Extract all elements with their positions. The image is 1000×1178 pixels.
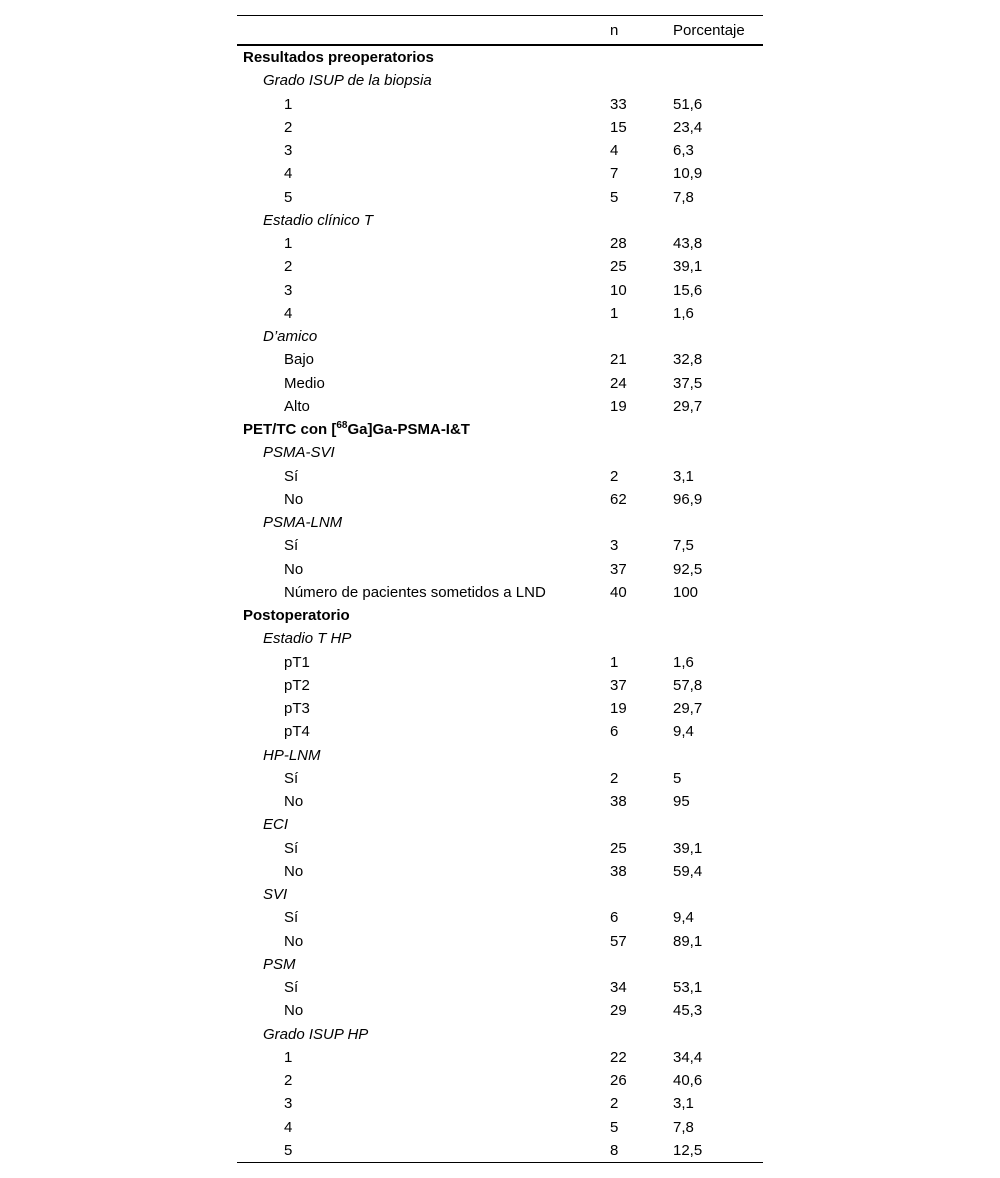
row-n-value: 29 [610,1002,627,1020]
row-n-value: 57 [610,932,627,950]
row-label: 4 [284,1118,293,1136]
row-label: 2 [284,1072,293,1090]
table-row [237,1116,763,1139]
table-row [237,1023,763,1046]
row-n-value: 26 [610,1072,627,1090]
table-row [237,488,763,511]
row-label: Estadio clínico T [263,211,374,229]
row-n-value: 62 [610,490,627,508]
row-n-value: 2 [610,769,619,787]
table-row [237,1046,763,1069]
row-pct-value: 7,8 [673,188,694,206]
table-row [237,348,763,371]
row-pct-value: 40,6 [673,1072,703,1090]
row-n-value: 38 [610,862,627,880]
row-n-value: 38 [610,793,627,811]
table-row [237,651,763,674]
row-pct-value: 3,1 [673,1095,694,1113]
row-n-value: 34 [610,979,627,997]
row-n-value: 10 [610,281,627,299]
table-row [237,209,763,232]
table-row [237,441,763,464]
row-pct-value: 92,5 [673,560,703,578]
row-label: Estadio T HP [263,630,352,648]
table-row [237,976,763,999]
row-pct-value: 39,1 [673,839,703,857]
row-n-value: 19 [610,397,627,415]
table-row [237,372,763,395]
table-row [237,162,763,185]
row-label: 2 [284,118,293,136]
row-label: Grado ISUP de la biopsia [263,72,432,90]
table-row [237,465,763,488]
row-n-value: 15 [610,118,627,136]
row-label: pT1 [284,653,310,671]
row-n-value: 6 [610,909,619,927]
row-pct-value: 45,3 [673,1002,703,1020]
table-row [237,116,763,139]
row-label: PSM [263,955,296,973]
row-pct-value: 89,1 [673,932,703,950]
row-label: pT3 [284,700,310,718]
row-pct-value: 6,3 [673,142,694,160]
row-pct-value: 10,9 [673,165,703,183]
header-n: n [610,21,619,39]
table-row [237,720,763,743]
row-n-value: 21 [610,351,627,369]
row-label: No [284,932,304,950]
row-label: Sí [284,769,299,787]
table-row [237,674,763,697]
row-label: SVI [263,886,288,904]
table-header-row [237,16,763,46]
row-pct-value: 57,8 [673,676,703,694]
row-label: 1 [284,1048,293,1066]
row-pct-value: 96,9 [673,490,703,508]
table-row [237,999,763,1022]
table-row [237,255,763,278]
row-pct-value: 15,6 [673,281,703,299]
row-label: 1 [284,95,293,113]
row-pct-value: 1,6 [673,304,694,322]
table-row [237,906,763,929]
row-label: pT2 [284,676,310,694]
row-label: D’amico [263,328,318,346]
table-row [237,93,763,116]
row-label: 4 [284,165,293,183]
table-row [237,186,763,209]
table-row [237,511,763,534]
row-n-value: 8 [610,1141,619,1159]
row-pct-value: 51,6 [673,95,703,113]
table-row [237,581,763,604]
row-n-value: 28 [610,235,627,253]
row-pct-value: 34,4 [673,1048,703,1066]
row-label: PSMA-LNM [263,514,343,532]
row-n-value: 7 [610,165,619,183]
row-n-value: 5 [610,1118,619,1136]
row-label: 5 [284,188,293,206]
row-label: No [284,490,304,508]
row-n-value: 6 [610,723,619,741]
row-label: 5 [284,1141,293,1159]
table-row [237,279,763,302]
row-pct-value: 3,1 [673,467,694,485]
row-pct-value: 95 [673,793,690,811]
table-row [237,930,763,953]
row-n-value: 2 [610,1095,619,1113]
row-label: Grado ISUP HP [263,1025,369,1043]
row-pct-value: 43,8 [673,235,703,253]
row-pct-value: 59,4 [673,862,703,880]
row-label: PET/TC con [$^{68}$Ga]Ga-PSMA-I&T [243,420,470,439]
table-row [237,744,763,767]
row-pct-value: 29,7 [673,700,703,718]
row-label: ECI [263,816,289,834]
table-row [237,813,763,836]
table-row [237,860,763,883]
row-label: Resultados preoperatorios [243,49,434,67]
row-label: No [284,862,304,880]
table-row [237,1069,763,1092]
row-pct-value: 37,5 [673,374,703,392]
results-table [237,15,763,1163]
table-row [237,302,763,325]
row-n-value: 25 [610,258,627,276]
row-pct-value: 9,4 [673,909,694,927]
row-pct-value: 100 [673,583,699,601]
row-pct-value: 39,1 [673,258,703,276]
row-label: Sí [284,537,299,555]
row-n-value: 2 [610,467,619,485]
table-row [237,534,763,557]
row-n-value: 24 [610,374,627,392]
table-row [237,139,763,162]
table-row [237,1092,763,1115]
row-n-value: 4 [610,142,619,160]
row-label: Número de pacientes sometidos a LND [284,583,546,601]
row-n-value: 1 [610,653,619,671]
row-n-value: 33 [610,95,627,113]
header-porcentaje: Porcentaje [673,21,745,39]
table-row [237,604,763,627]
row-label: PSMA-SVI [263,444,335,462]
row-label: 3 [284,281,293,299]
row-label: 3 [284,142,293,160]
row-n-value: 25 [610,839,627,857]
table-row [237,790,763,813]
row-label: 3 [284,1095,293,1113]
row-n-value: 5 [610,188,619,206]
table-row [237,953,763,976]
table-row [237,627,763,650]
row-pct-value: 29,7 [673,397,703,415]
table-row [237,697,763,720]
table-row [237,418,763,441]
row-label: Sí [284,979,299,997]
row-label: 4 [284,304,293,322]
table-row [237,558,763,581]
row-label: Postoperatorio [243,607,350,625]
table-row [237,46,763,69]
row-label: 2 [284,258,293,276]
row-pct-value: 1,6 [673,653,694,671]
table-row [237,69,763,92]
row-label: No [284,1002,304,1020]
row-label: Alto [284,397,310,415]
row-n-value: 3 [610,537,619,555]
table-row [237,325,763,348]
table-row [237,883,763,906]
row-label: pT4 [284,723,310,741]
table-row [237,395,763,418]
row-pct-value: 53,1 [673,979,703,997]
row-n-value: 40 [610,583,627,601]
row-label: 1 [284,235,293,253]
row-pct-value: 9,4 [673,723,694,741]
row-label: Bajo [284,351,315,369]
table-row [237,232,763,255]
row-n-value: 22 [610,1048,627,1066]
row-label: HP-LNM [263,746,321,764]
row-label: Medio [284,374,325,392]
row-label: Sí [284,467,299,485]
table-row [237,767,763,790]
row-n-value: 19 [610,700,627,718]
row-pct-value: 5 [673,769,682,787]
row-n-value: 1 [610,304,619,322]
row-label: No [284,793,304,811]
table-body [237,46,763,1162]
row-label: Sí [284,909,299,927]
row-n-value: 37 [610,560,627,578]
row-label: Sí [284,839,299,857]
row-pct-value: 32,8 [673,351,703,369]
row-pct-value: 12,5 [673,1141,703,1159]
row-n-value: 37 [610,676,627,694]
row-pct-value: 7,5 [673,537,694,555]
table-row [237,837,763,860]
row-label: No [284,560,304,578]
row-pct-value: 7,8 [673,1118,694,1136]
table-row [237,1139,763,1162]
row-pct-value: 23,4 [673,118,703,136]
